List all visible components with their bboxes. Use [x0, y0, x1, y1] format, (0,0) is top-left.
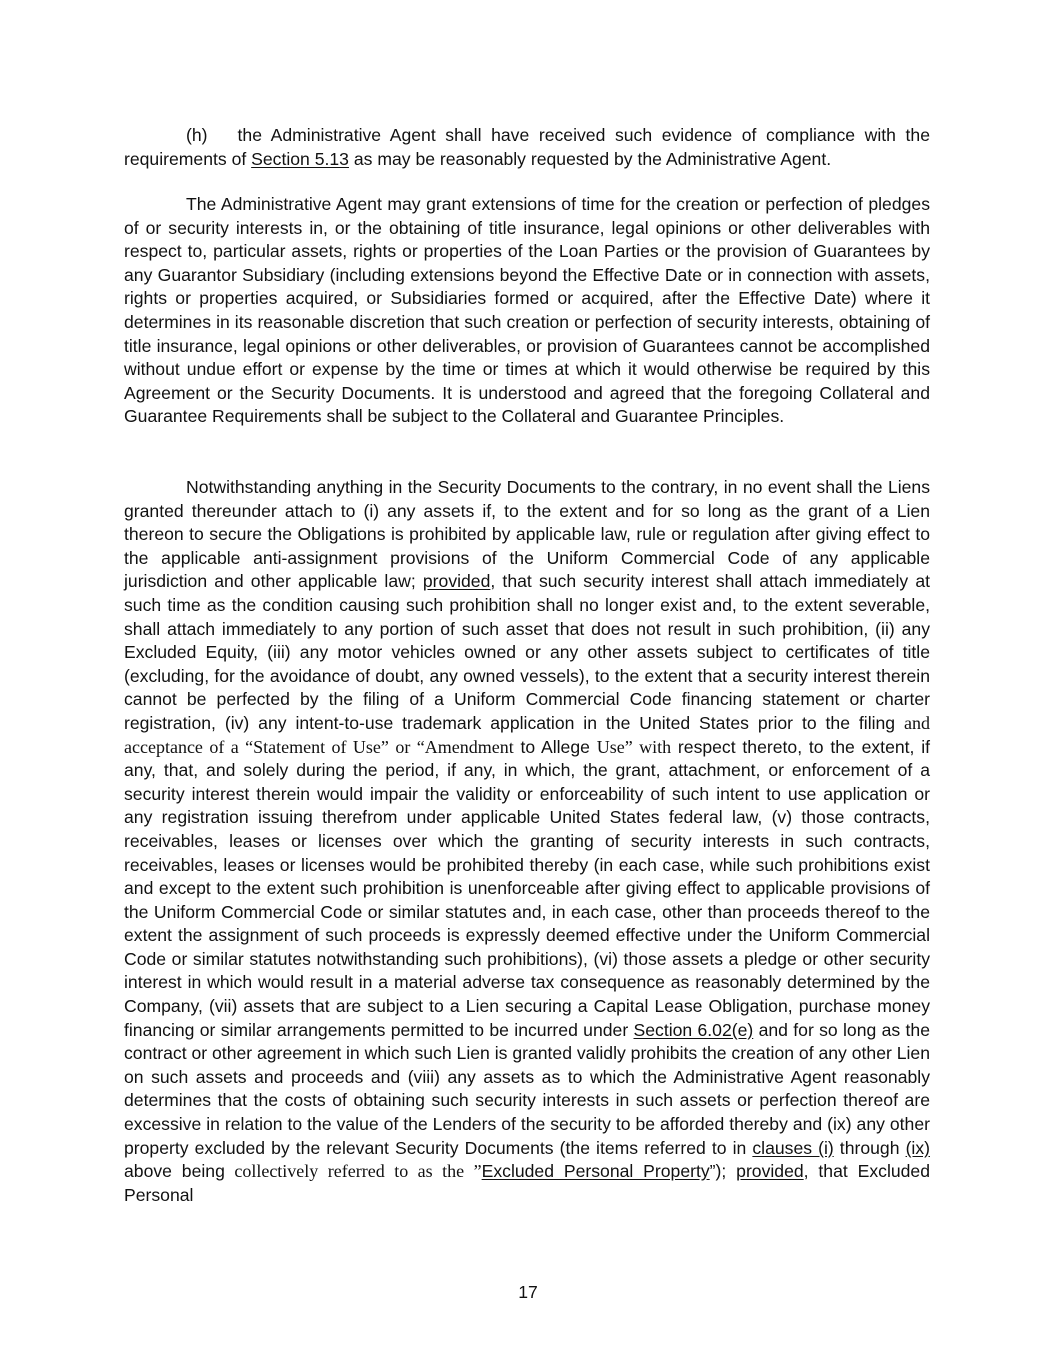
paragraph-text: through: [833, 1137, 906, 1158]
paragraph-notwithstanding: [124, 476, 930, 1207]
provided-term: provided: [422, 571, 491, 592]
section-reference: Section 6.02(e): [633, 1019, 754, 1040]
paragraph-text: Notwithstanding anything in the Security Documents to the contrary, in no event shall the Liens granted thereunder attach to (i) any assets if, to the extent and for so long as the grant of a Lien thereon to secure the Obligations is prohibited by applicable law, rule or regulation after giving effect to the applicable anti-assignment provisions of the Uniform Commercial Code of any applicable jurisdiction and other applicable law;: [124, 477, 930, 592]
clause-reference: (ix): [905, 1137, 930, 1158]
paragraph-text: ”);: [709, 1161, 737, 1182]
provided-term: provided: [736, 1161, 804, 1182]
paragraph-text: respect thereto, to the extent, if any, that, and solely during the period, if any, in which, the grant, attachment, or enforcement of a security interest therein would impair the validity or enforceability of such intent to use application or any registration issuing therefrom under applicable United States federal law, (v) those contracts, receivables, leases or licenses over which the granting of security interests in such contracts, receivables, leases or licenses would be prohibited thereby (in each case, while such prohibitions exist and except to the extent such prohibition is unenforceable after giving effect to applicable provisions of the Uniform Commercial Code or similar statutes and, in each case, other than proceeds thereof to the extent the assignment of such proceeds is expressly deemed effective under the Uniform Commercial Code or similar statutes notwithstanding such prohibitions), (vi) those assets a pledge or other security interest in which would result in a material adverse tax consequence as reasonably determined by the Company, (vii) assets that are subject to a Lien securing a Capital Lease Obligation, purchase money financing or similar arrangements permitted to be incurred under: [124, 736, 931, 1040]
paragraph-h: [124, 124, 930, 171]
paragraph-text: , that Excluded Personal: [124, 1161, 931, 1205]
paragraph-text-serif: collectively referred to as the ”: [224, 1161, 482, 1182]
defined-term: Excluded Personal Property: [481, 1161, 710, 1182]
paragraph-text-serif: Use” with: [596, 736, 672, 757]
page-number: 17: [518, 1282, 538, 1302]
paragraph-text: above being: [124, 1161, 225, 1182]
section-reference: Section 5.13: [251, 148, 349, 169]
paragraph-extensions: The Administrative Agent may grant extensions of time for the creation or perfection of pledges of or security interests in, or the obtaining of title insurance, legal opinions or other deliverables with respect to, particular assets, rights or properties of the Loan Parties or the provision of Guarantees by any Guarantor Subsidiary (including extensions beyond the Effective Date or in connection with assets, rights or properties acquired, or Subsidiaries formed or acquired, after the Effective Date) where it determines in its reasonable discretion that such creation or perfection of security interests, obtaining of title insurance, legal opinions or other deliverables, or provision of Guarantees cannot be accomplished without undue effort or expense by the time or times at which it would otherwise be required by this Agreement or the Security Documents. It is understood and agreed that the foregoing Collateral and Guarantee Requirements shall be subject to the Collateral and Guarantee Principles.: [124, 194, 930, 427]
clause-reference: clauses (i): [752, 1137, 834, 1158]
paragraph-text: and for so long as the contract or other agreement in which such Lien is granted validly prohibits the creation of any other Lien on such assets and proceeds and (viii) any assets as to which the Administrative Agent reasonably determines that the costs of obtaining such security interests in such assets or perfection thereof are excessive in relation to the value of the Lenders of the security to be afforded thereby and (ix) any other property excluded by the relevant Security Documents (the items referred to in: [124, 1019, 930, 1158]
paragraph-text: as may be reasonably requested by the Administrative Agent.: [348, 148, 832, 169]
paragraph-text: the Administrative Agent shall have received such evidence of compliance with the requirements of: [124, 125, 930, 169]
paragraph-text: , that such security interest shall attach immediately at such time as the condition causing such prohibition shall no longer exist and, to the extent severable, shall attach immediately to any portion of such asset that does not result in such prohibition, (ii) any Excluded Equity, (iii) any motor vehicles owned or any other assets subject to certificates of title (excluding, for the avoidance of doubt, any owned vessels), to the extent that a security interest therein cannot be perfected by the filing of a Uniform Commercial Code financing statement or charter registration, (iv) any intent-to-use trademark application in the United States prior to the filing: [124, 571, 931, 733]
clause-label: (h): [186, 125, 208, 145]
paragraph-text: to Allege: [513, 736, 597, 757]
paragraph-text-serif: and acceptance of a “Statement of Use” or “Amendment: [124, 712, 930, 757]
